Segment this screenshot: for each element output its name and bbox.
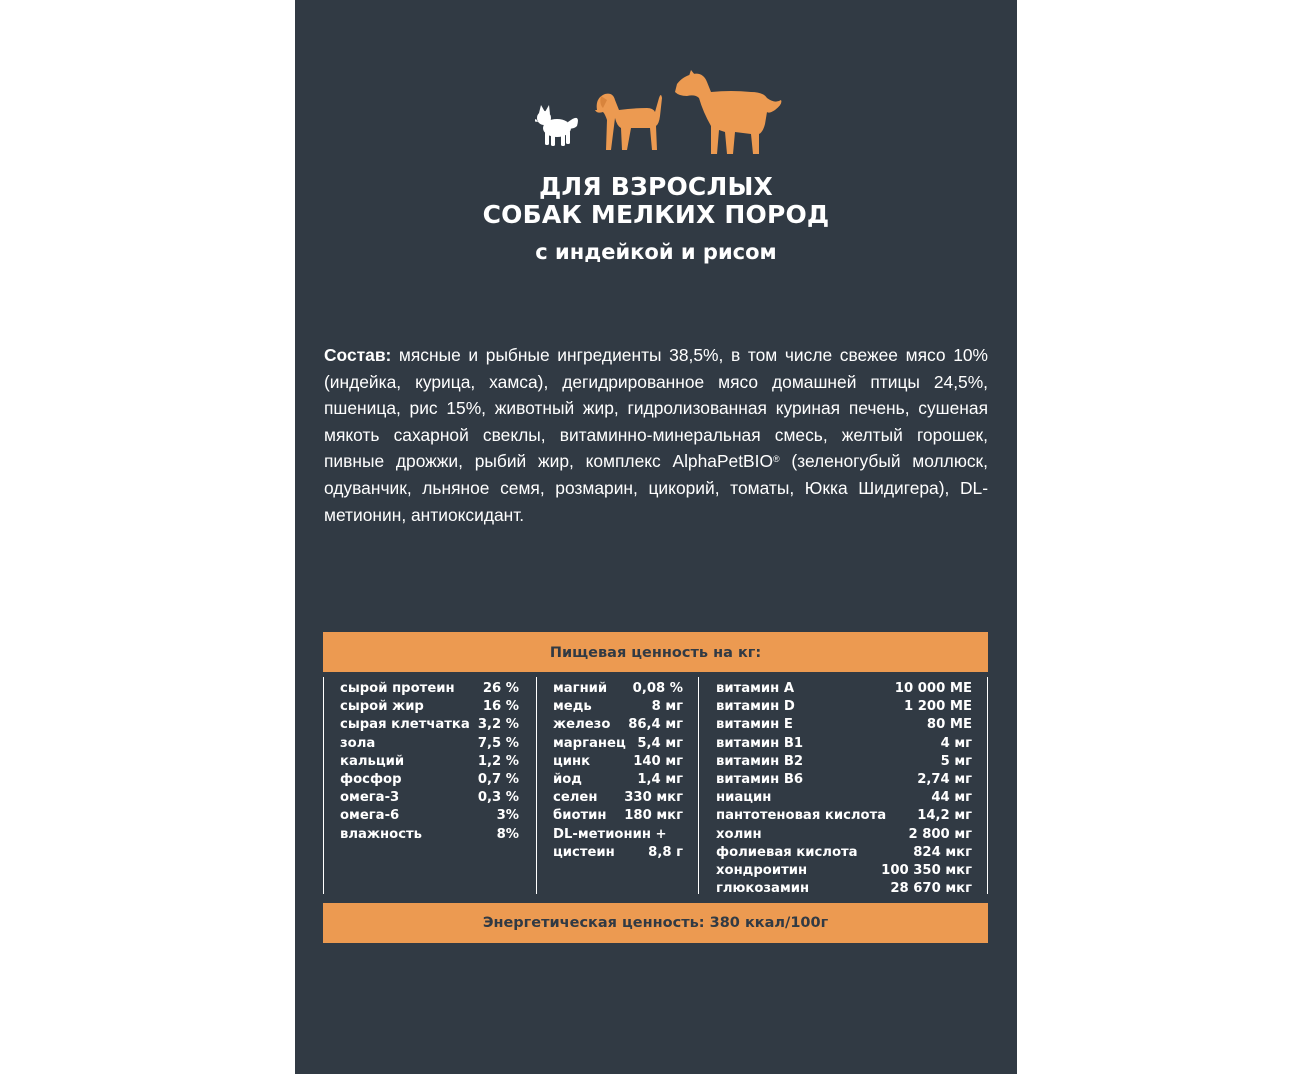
composition-ingredients: мясные и рыбные ингредиенты 38,5%, в том числе свежее мясо 10% (индейка, курица, хамса), дегидрированное мясо домашней птицы 24,5%, пшеница, рис 15%, животный жир, гидролизованная куриная печень, сушеная мякоть сахарной свеклы, витаминно-минеральная смесь, желтый горошек, пивные дрожжи, рыбий жир, комплекс AlphaPetBIO [324,345,988,472]
nutrition-column-minerals [553,680,683,862]
nutrient-row [553,826,683,844]
nutrient-name: витамин В1 [716,735,804,751]
nutrient-row [716,753,972,771]
nutrient-name: селен [553,790,598,806]
nutrient-row [340,771,519,789]
nutrient-row [716,716,972,734]
nutrient-value: 26 % [482,681,519,696]
table-divider [987,677,988,894]
nutrient-name: фосфор [340,771,402,787]
nutrient-value: 824 мкг [913,844,972,860]
nutrient-value: 7,5 % [477,735,519,751]
product-subtitle: с индейкой и рисом [535,240,777,264]
registered-mark: ® [773,454,780,465]
large-dog-icon [675,70,781,154]
nutrient-value: 4 мг [940,735,972,751]
nutrient-name: хондроитин [716,862,808,878]
nutrient-value: 0,7 % [477,771,519,787]
table-divider [536,677,537,894]
nutrient-row [716,862,972,880]
dog-sizes-illustration [535,68,785,158]
nutrient-row [716,880,972,898]
nutrient-name: медь [553,699,592,715]
table-divider [698,677,699,894]
nutrient-value: 28 670 мкг [890,881,972,897]
product-title-line2: СОБАК МЕЛКИХ ПОРОД [482,200,830,229]
nutrient-row [716,735,972,753]
nutrient-row [553,735,683,753]
nutrient-value: 44 мг [931,790,972,806]
nutrient-value: 80 МЕ [926,717,972,733]
nutrient-row [553,771,683,789]
nutrient-value: 3% [496,808,519,824]
nutrient-value: 5,4 мг [637,735,683,751]
nutrient-row [553,844,683,862]
nutrient-name: омега-3 [340,790,400,806]
composition-text [324,342,988,528]
nutrient-name: сырая клетчатка [340,717,470,733]
nutrient-value: 2,74 мг [917,771,972,787]
nutrient-name: йод [553,771,582,787]
nutrient-name: кальций [340,753,405,769]
nutrient-name: железо [553,717,611,733]
nutrient-row [716,789,972,807]
nutrient-row [553,753,683,771]
nutrient-name: сырой жир [340,699,424,715]
nutrition-column-macro [340,680,519,844]
nutrient-name: омега-6 [340,808,400,824]
nutrient-name: ниацин [716,790,772,806]
nutrient-value: 140 мг [633,753,683,769]
nutrient-name: магний [553,681,608,696]
nutrient-row [716,844,972,862]
nutrient-value: 1,2 % [477,753,519,769]
nutrient-name: цинк [553,753,591,769]
nutrition-column-vitamins [716,680,972,898]
nutrient-row [340,807,519,825]
nutrient-row [553,807,683,825]
nutrient-value: 14,2 мг [917,808,972,824]
nutrient-value: 330 мкг [624,790,683,806]
nutrient-name: зола [340,735,376,751]
nutrient-value: 180 мкг [624,808,683,824]
nutrient-name: витамин А [716,681,795,696]
nutrient-value: 16 % [482,699,519,715]
nutrient-value: 8% [496,826,519,842]
nutrient-name: DL-метионин + [553,826,667,842]
nutrient-name: витамин В2 [716,753,804,769]
composition-label: Состав: [324,345,392,365]
nutrient-value: 86,4 мг [628,717,683,733]
nutrient-value: 1 200 МЕ [903,699,972,715]
nutrient-name: цистеин [553,844,615,860]
nutrient-name: холин [716,826,762,842]
nutrient-row [716,771,972,789]
nutrient-row [340,789,519,807]
nutrient-name: витамин D [716,699,795,715]
nutrient-row [340,698,519,716]
nutrient-name: влажность [340,826,422,842]
product-title-line1: ДЛЯ ВЗРОСЛЫХ [538,172,774,201]
nutrient-row [716,698,972,716]
table-divider [323,677,324,894]
product-panel [295,0,1017,1074]
nutrient-row [716,680,972,698]
small-dog-icon [535,105,578,146]
energy-value: Энергетическая ценность: 380 ккал/100г [323,903,988,943]
nutrient-row [553,789,683,807]
nutrient-row [340,735,519,753]
nutrient-name: витамин Е [716,717,793,733]
nutrition-header: Пищевая ценность на кг: [323,632,988,672]
nutrient-value: 3,2 % [477,717,519,733]
nutrient-name: марганец [553,735,626,751]
nutrient-row [553,698,683,716]
nutrient-row [340,716,519,734]
nutrient-row [340,826,519,844]
nutrient-value: 0,08 % [632,681,683,696]
nutrient-row [340,680,519,698]
nutrient-name: пантотеновая кислота [716,808,887,824]
nutrient-row [340,753,519,771]
nutrient-row [716,826,972,844]
nutrient-value: 5 мг [940,753,972,769]
composition-ingredients-continued: (зеленогубый моллюск, одуванчик, льняное семя, розмарин, цикорий, томаты, Юкка Шидигера), DL-метионин, антиоксидант. [324,451,988,525]
nutrient-row [553,716,683,734]
nutrient-row [716,807,972,825]
nutrient-value: 10 000 МЕ [894,681,972,696]
medium-dog-icon [595,94,662,150]
nutrient-value: 0,3 % [477,790,519,806]
nutrient-name: глюкозамин [716,881,810,897]
nutrient-value: 8 мг [651,699,683,715]
nutrient-name: сырой протеин [340,681,455,696]
nutrient-value: 100 350 мкг [881,862,972,878]
nutrient-name: фолиевая кислота [716,844,858,860]
nutrient-value: 8,8 г [648,844,683,860]
nutrient-name: витамин В6 [716,771,804,787]
nutrient-row [553,680,683,698]
nutrient-name: биотин [553,808,607,824]
nutrient-value: 2 800 мг [908,826,972,842]
nutrient-value: 1,4 мг [637,771,683,787]
